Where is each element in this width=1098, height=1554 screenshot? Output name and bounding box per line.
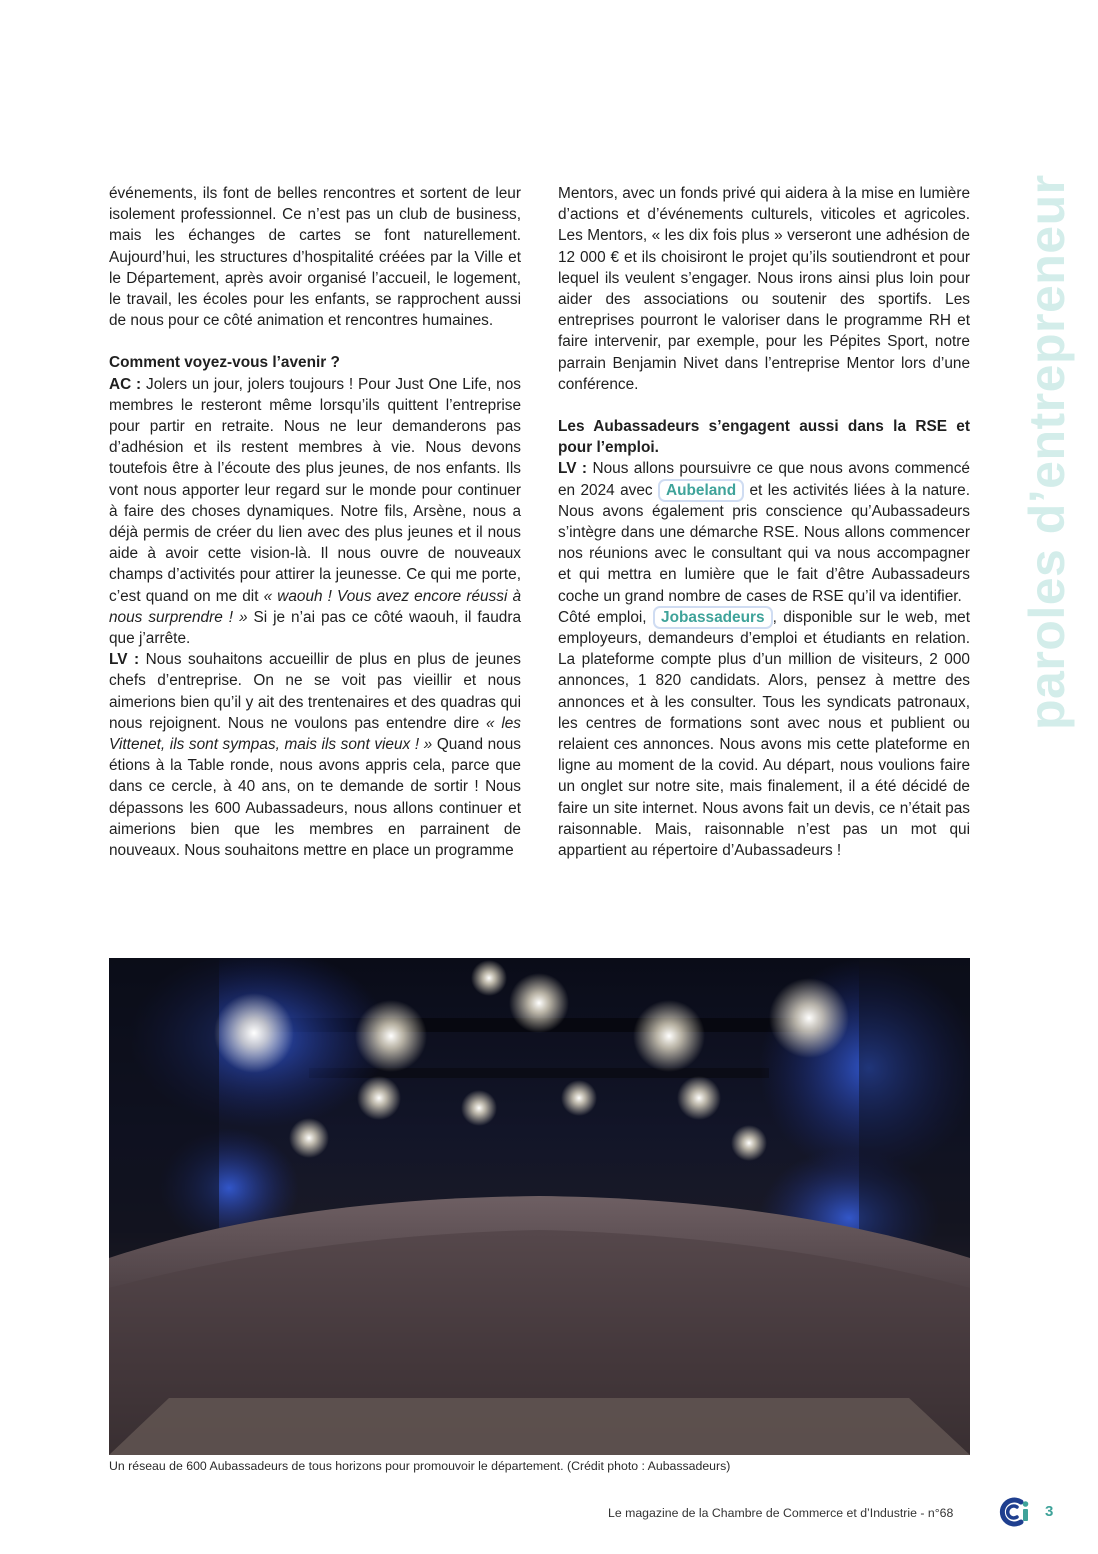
lv-text-1: Nous souhaitons accueillir de plus en plus de jeunes chefs d’entreprise. On ne se voit pas vieillir et nous aimerions bien qu’il y ait des trentenaires et des quadras qui nous rejoignent. Nous ne voulons pas entendre dire (109, 651, 521, 732)
left-paragraph-intro: événements, ils font de belles rencontres et sortent de leur isolement professionnel. Ce n’est pas un club de business, mais les échanges de cartes se font naturellement. Aujourd’hui, les structures d’hospitalité créées par la Ville et le Département, après avoir organisé l’accueil, le logement, le travail, les écoles pour les enfants, se rapprochent aussi de nous pour ce côté animation et rencontres humaines. (109, 185, 521, 330)
aubeland-link[interactable]: Aubeland (658, 479, 744, 502)
left-lv-paragraph (109, 649, 521, 861)
ac-text-2: Si je n’ai pas ce côté waouh, il faudra que j’arrête. (109, 608, 522, 648)
left-question: Comment voyez-vous l’avenir ? (109, 354, 340, 372)
right-column (558, 183, 970, 861)
right-lv-text-2: et les activités liées à la nature. Nous avons également pris conscience qu’Aubassadeurs s’intègre dans une démarche RSE. Nous allons commencer nos réunions avec le consultant qui va nous accompagner et qui mettra en lumière que le fait d’être Aubassadeurs coche un grand nombre de cases de RSE qu’il va identifier. (558, 481, 970, 605)
right-question: Les Aubassadeurs s’engagent aussi dans la RSE et pour l’emploi. (558, 418, 970, 457)
cci-logo-icon (999, 1496, 1033, 1528)
footer-magazine-title: Le magazine de la Chambre de Commerce et d’Industrie - n°68 (608, 1506, 954, 1520)
lv-quote: « les Vittenet, ils sont sympas, mais ils sont vieux ! » (109, 714, 521, 754)
speaker-ac-label: AC : (109, 375, 142, 393)
left-ac-paragraph (109, 374, 521, 650)
event-photo-illustration (109, 958, 970, 1455)
side-title: paroles d’entrepreneur (1019, 174, 1075, 730)
right-paragraph-mentors: Mentors, avec un fonds privé qui aidera à la mise en lumière d’actions et d’événements culturels, viticoles et agricoles. Les Mentors, « les dix fois plus » verseront une adhésion de 12 000 € et ils choisiront le projet qu’ils soutiendront et pour lequel ils veulent s’engager. Nous irons ainsi plus loin pour aider des associations ou soutenir des sportifs. Les entreprises pourront le valoriser dans le programme RH et faire intervenir, par exemple, pour les Pépites Sport, notre parrain Benjamin Nivet dans l’entreprise Mentor lors d’une conférence. (558, 185, 970, 393)
photo-caption: Un réseau de 600 Aubassadeurs de tous horizons pour promouvoir le département. (Crédit photo : Aubassadeurs) (109, 1459, 731, 1473)
event-photo (109, 958, 970, 1455)
ac-quote: « waouh ! Vous avez encore réussi à nous surprendre ! » (109, 587, 522, 626)
emploi-text-1: Côté emploi, (558, 608, 654, 626)
right-lv-text-1: Nous allons poursuivre ce que nous avons commencé en 2024 avec (558, 460, 970, 499)
ac-text-1: Jolers un jour, jolers toujours ! Pour Just One Life, nos membres le resteront même lorsqu’ils quittent l’entreprise pour partir en retraite. Nous ne leur demanderons pas d’adhésion et ils restent membres à vie. Nous devons toutefois être à l’écoute des plus jeunes, de nos enfants. Ils vont nous apporter leur regard sur le monde pour continuer à faire des choses dynamiques. Notre fils, Arsène, nous a déjà permis de créer du lien avec des plus jeunes et il nous aide à avoir cette vision-là. Il nous ouvre de nouveaux champs d’activités pour attirer la jeunesse. Ce qui me porte, c’est quand on me dit (109, 375, 521, 605)
right-emploi-paragraph (558, 607, 970, 861)
right-lv-paragraph (558, 458, 970, 606)
jobassadeurs-link[interactable]: Jobassadeurs (653, 606, 773, 629)
emploi-text-2: , disponible sur le web, met employeurs, demandeurs d’emploi et étudiants en relation. La plateforme compte plus d’un million de visiteurs, 2 000 annonces, 1 820 candidats. Alors, pensez à mettre des annonces et à les consulter. Tous les syndicats patronaux, les centres de formations sont avec nous et publient ou relaient ces annonces. Nous avons mis cette plateforme en ligne au moment de la covid. Au départ, nous voulions faire un onglet sur notre site, mais finalement, il a été décidé de faire un site internet. Nous avons fait un devis, ce n’était pas raisonnable. Mais, raisonnable n’est pas un mot qui appartient au répertoire d’Aubassadeurs ! (558, 608, 970, 860)
speaker-lv-label: LV : (109, 651, 140, 669)
left-column (109, 183, 521, 861)
lv-text-2: Quand nous étions à la Table ronde, nous avons appris cela, parce que dans ce cercle, à 40 ans, on te demande de sortir ! Nous dépassons les 600 Aubassadeurs, nous allons continuer et aimerions bien que les membres en parrainent de nouveaux. Nous souhaitons mettre en place un programme (109, 736, 521, 860)
speaker-lv-label-right: LV : (558, 460, 588, 478)
page-number: 3 (1045, 1503, 1054, 1520)
